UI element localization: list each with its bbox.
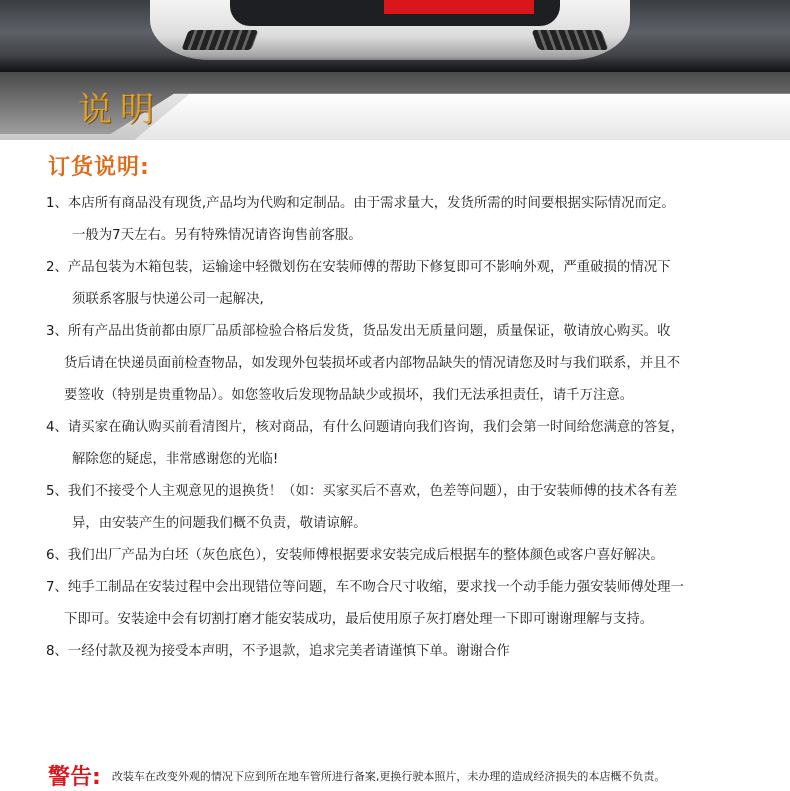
item-line: 3、所有产品出货前都由原厂品质部检验合格后发货，货品发出无质量问题，质量保证，敬请放心购买。收 [46,324,671,339]
item-line: 要签收（特别是贵重物品）。如您签收后发现物品缺少或损坏，我们无法承担责任，请千万注意。 [64,388,634,403]
list-item [46,252,766,316]
car-photo [0,0,790,72]
list-item [46,540,766,572]
ordering-notes-title: 订货说明: [48,155,150,180]
list-item [46,188,766,252]
item-line: 1、本店所有商品没有现货,产品均为代购和定制品。由于需求量大，发货所需的时间要根据实际情况而定。 [46,196,675,211]
item-line: 2、产品包装为木箱包装，运输途中轻微划伤在安装师傅的帮助下修复即可不影响外观，严重破损的情况下 [46,260,671,275]
warning-label: 警告: [48,765,101,790]
section-banner [0,72,790,140]
list-item [46,636,766,668]
warning-notice [48,760,665,790]
license-plate [384,0,534,14]
item-line: 8、一经付款及视为接受本声明，不予退款，追求完美者请谨慎下单。谢谢合作 [46,644,510,659]
item-line: 5、我们不接受个人主观意见的退换货！（如：买家买后不喜欢，色差等问题），由于安装师傅的技术各有差 [46,484,678,499]
left-vent [181,30,258,50]
list-item [46,572,766,636]
list-item [46,412,766,476]
item-line: 须联系客服与快递公司一起解决, [72,292,264,307]
item-line: 7、纯手工制品在安装过程中会出现错位等问题，车不吻合尺寸收缩，要求找一个动手能力强安装师傅处理一 [46,580,684,595]
banner-title: 说明 [78,90,162,130]
list-item [46,316,766,412]
notes-list [46,188,766,668]
right-vent [531,30,608,50]
item-line: 异，由安装产生的问题我们概不负责，敬请谅解。 [72,516,367,531]
item-line: 6、我们出厂产品为白坯（灰色底色），安装师傅根据要求安装完成后根据车的整体颜色或客户喜好解决。 [46,548,664,563]
item-line: 一般为7天左右。另有特殊情况请咨询售前客服。 [72,228,362,243]
item-line: 货后请在快递员面前检查物品，如发现外包装损坏或者内部物品缺失的情况请您及时与我们联系，并且不 [64,356,680,371]
item-line: 解除您的疑虑，非常感谢您的光临! [72,452,279,467]
list-item [46,476,766,540]
photo-shadow [0,56,790,72]
warning-text: 改装车在改变外观的情况下应到所在地车管所进行备案,更换行驶本照片，未办理的造成经济损失的本店概不负责。 [111,769,666,783]
item-line: 4、请买家在确认购买前看清图片，核对商品，有什么问题请向我们咨询，我们会第一时间给您满意的答复， [46,420,684,435]
item-line: 下即可。安装途中会有切割打磨才能安装成功，最后使用原子灰打磨处理一下即可谢谢理解与支持。 [64,612,654,627]
